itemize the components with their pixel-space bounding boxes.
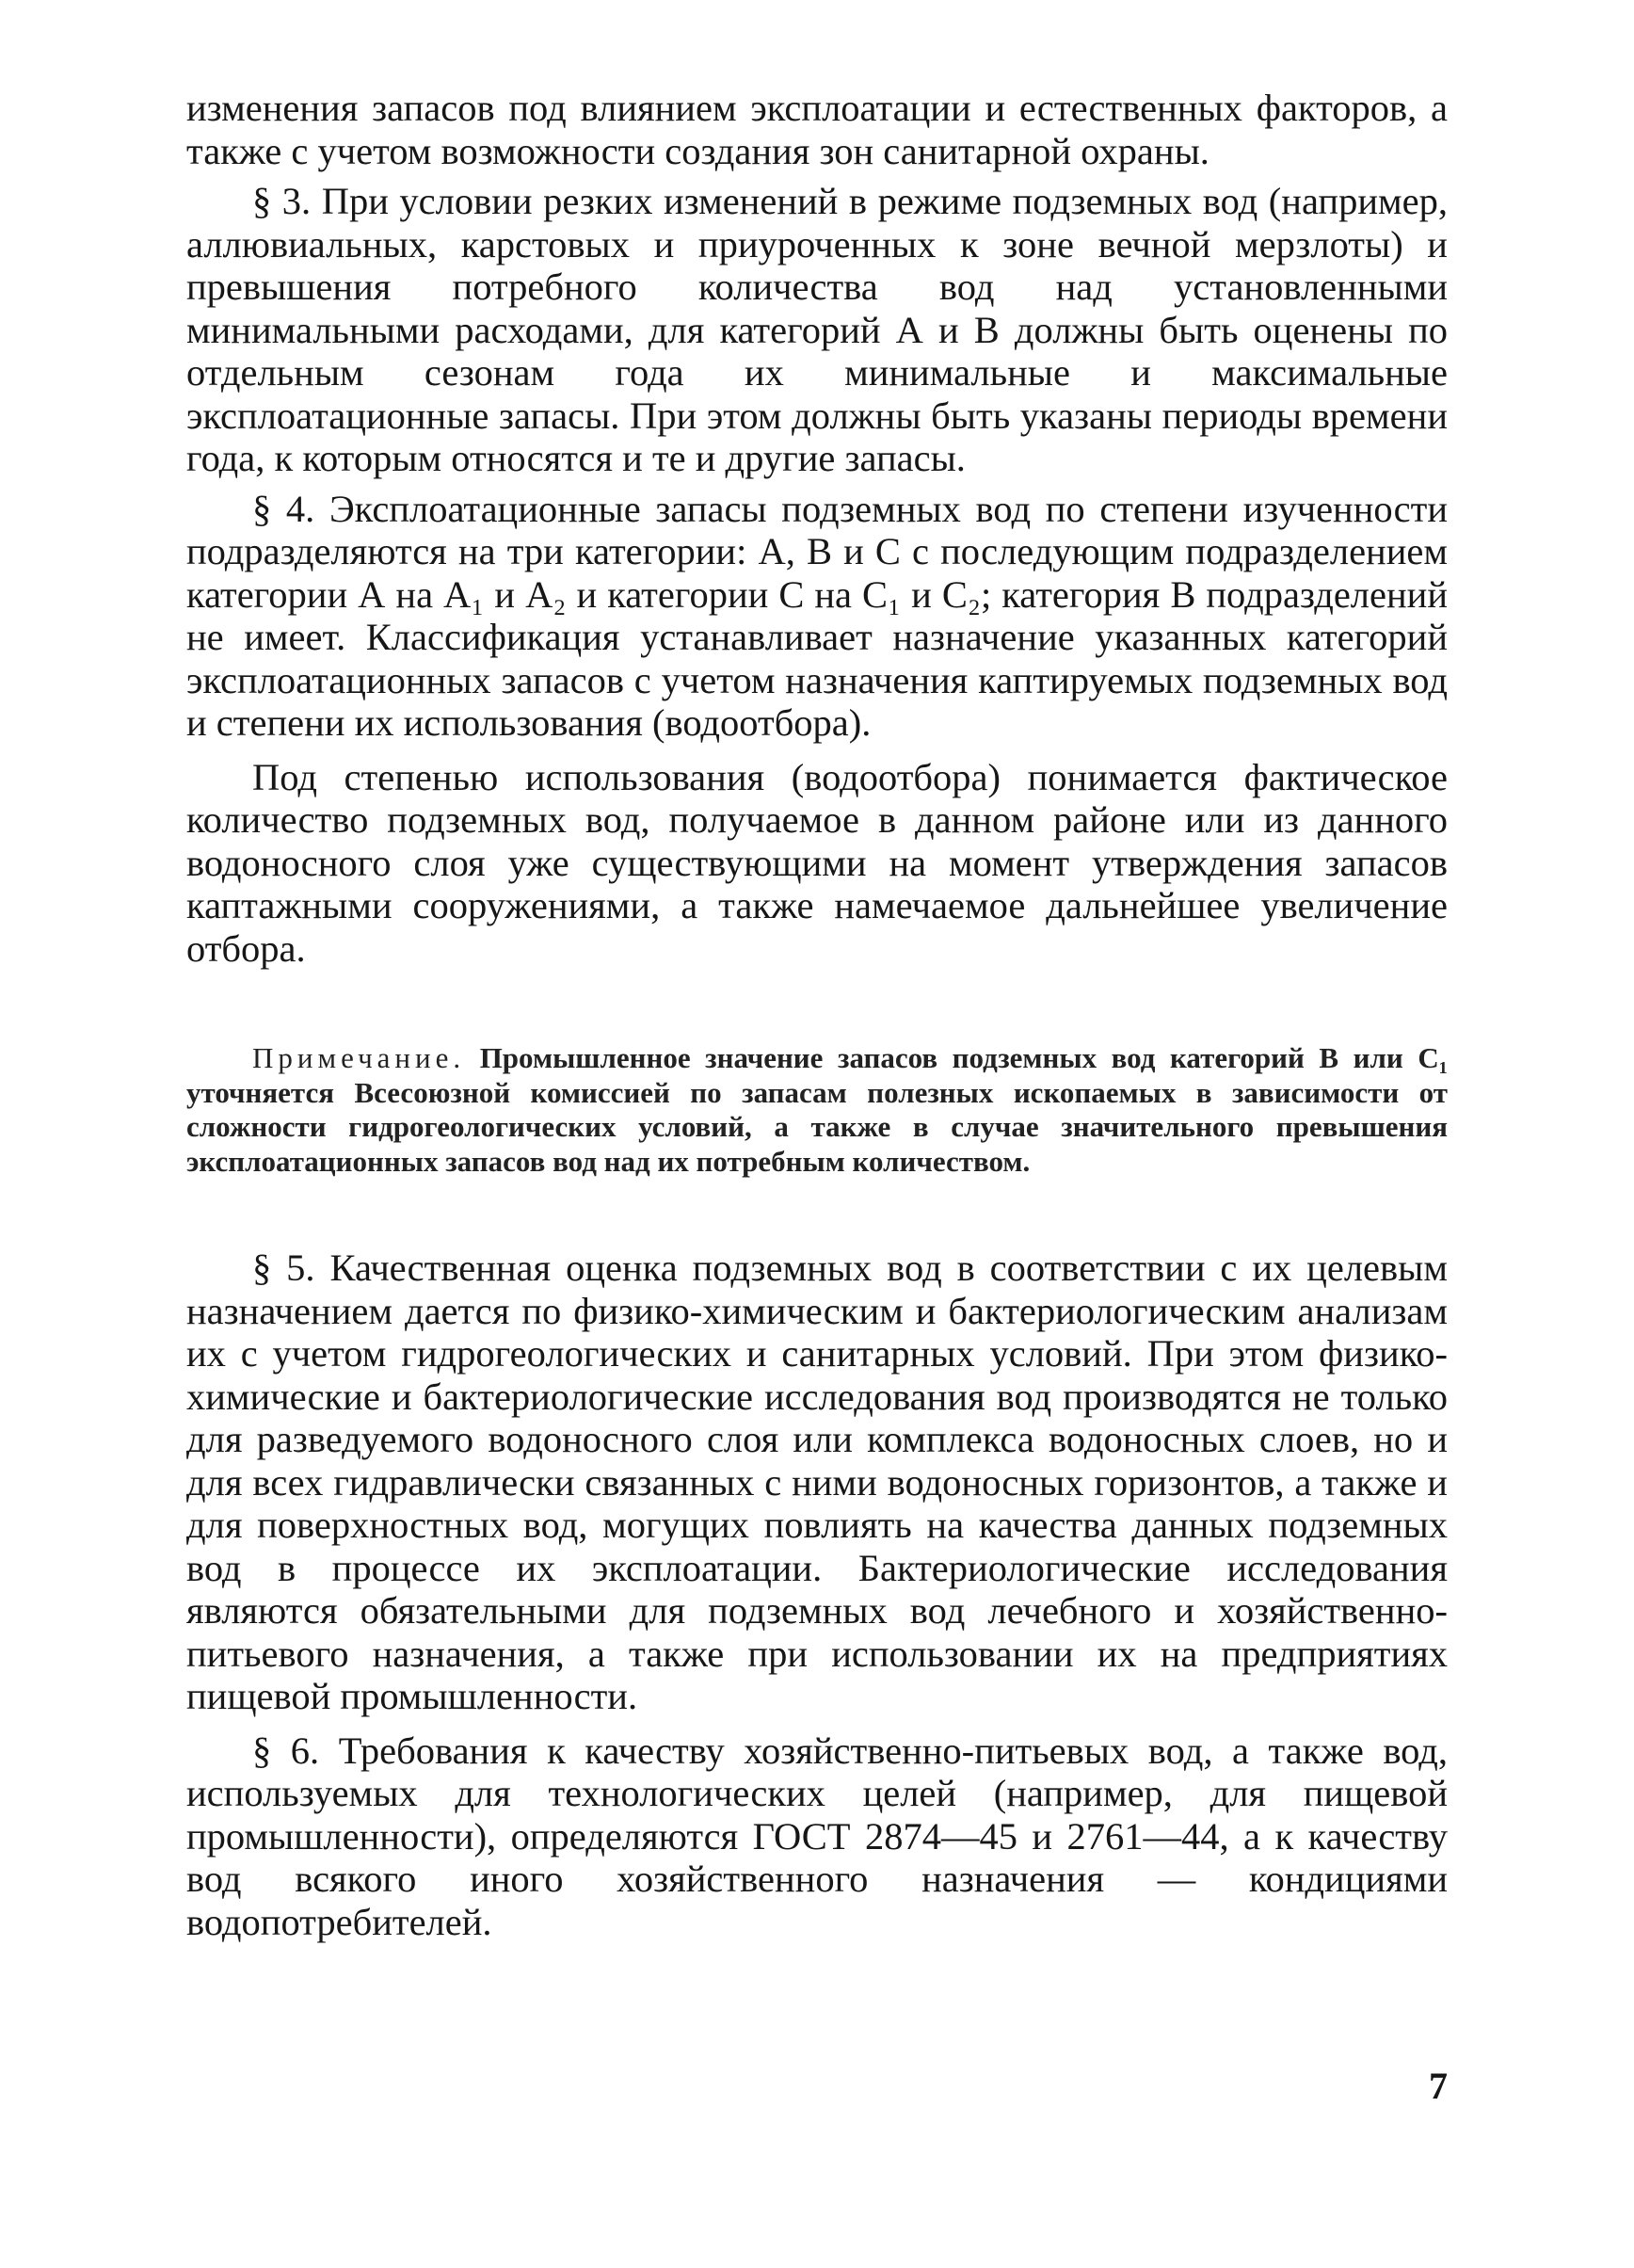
page-number: 7	[1429, 2065, 1448, 2107]
document-page	[186, 87, 1448, 1943]
footnote-note	[186, 1041, 1448, 1179]
paragraph-continuation: изменения запасов под влиянием эксплоатации и естественных факторов, а также с учетом возможности создания зон санитарной охраны.	[186, 87, 1448, 172]
note-label: Примечание.	[252, 1041, 466, 1074]
paragraph-section-4: § 4. Эксплоатационные запасы подземных вод по степени изученности подразделяются на три категории: А, В и С с последующим подразделением категории А на А₁ и А₂ и категории С на С₁ и С₂; категория В подразделений не имеет. Классификация устанавливает назначение указанных категорий эксплоатационных запасов с учетом назначения каптируемых подземных вод и степени их использования (водоотбора).	[186, 487, 1448, 744]
paragraph-section-6: § 6. Требования к качеству хозяйственно-питьевых вод, а также вод, используемых для технологических целей (например, для пищевой промышленности), определяются ГОСТ 2874—45 и 2761—44, а к качеству вод всякого иного хозяйственного назначения — кондициями водопотребителей.	[186, 1729, 1448, 1943]
paragraph-section-3: § 3. При условии резких изменений в режиме подземных вод (например, аллювиальных, карстовых и приуроченных к зоне вечной мерзлоты) и превышения потребного количества вод над установленными минимальными расходами, для категорий А и В должны быть оценены по отдельным сезонам года их минимальные и максимальные эксплоатационные запасы. При этом должны быть указаны периоды времени года, к которым относятся и те и другие запасы.	[186, 180, 1448, 479]
note-text: Промышленное значение запасов подземных вод категорий В или С₁ уточняется Всесоюзной комиссией по запасам полезных ископаемых в зависимости от сложности гидрогеологических условий, а также в случае значительного превышения эксплоатационных запасов вод над их потребным количеством.	[186, 1041, 1449, 1178]
paragraph-usage-degree: Под степенью использования (водоотбора) понимается фактическое количество подземных вод, получаемое в данном районе или из данного водоносного слоя уже существующими на момент утверждения запасов каптажными сооружениями, а также намечаемое дальнейшее увеличение отбора.	[186, 755, 1448, 970]
paragraph-section-5: § 5. Качественная оценка подземных вод в соответствии с их целевым назначением дается по физико-химическим и бактериологическим анализам их с учетом гидрогеологических и санитарных условий. При этом физико-химические и бактериологические исследования вод производятся не только для разведуемого водоносного слоя или комплекса водоносных слоев, но и для всех гидравлически связанных с ними водоносных горизонтов, а также и для поверхностных вод, могущих повлиять на качества данных подземных вод в процессе их эксплоатации. Бактериологические исследования являются обязательными для подземных вод лечебного и хозяйственно-питьевого назначения, а также при использовании их на предприятиях пищевой промышленности.	[186, 1247, 1448, 1717]
